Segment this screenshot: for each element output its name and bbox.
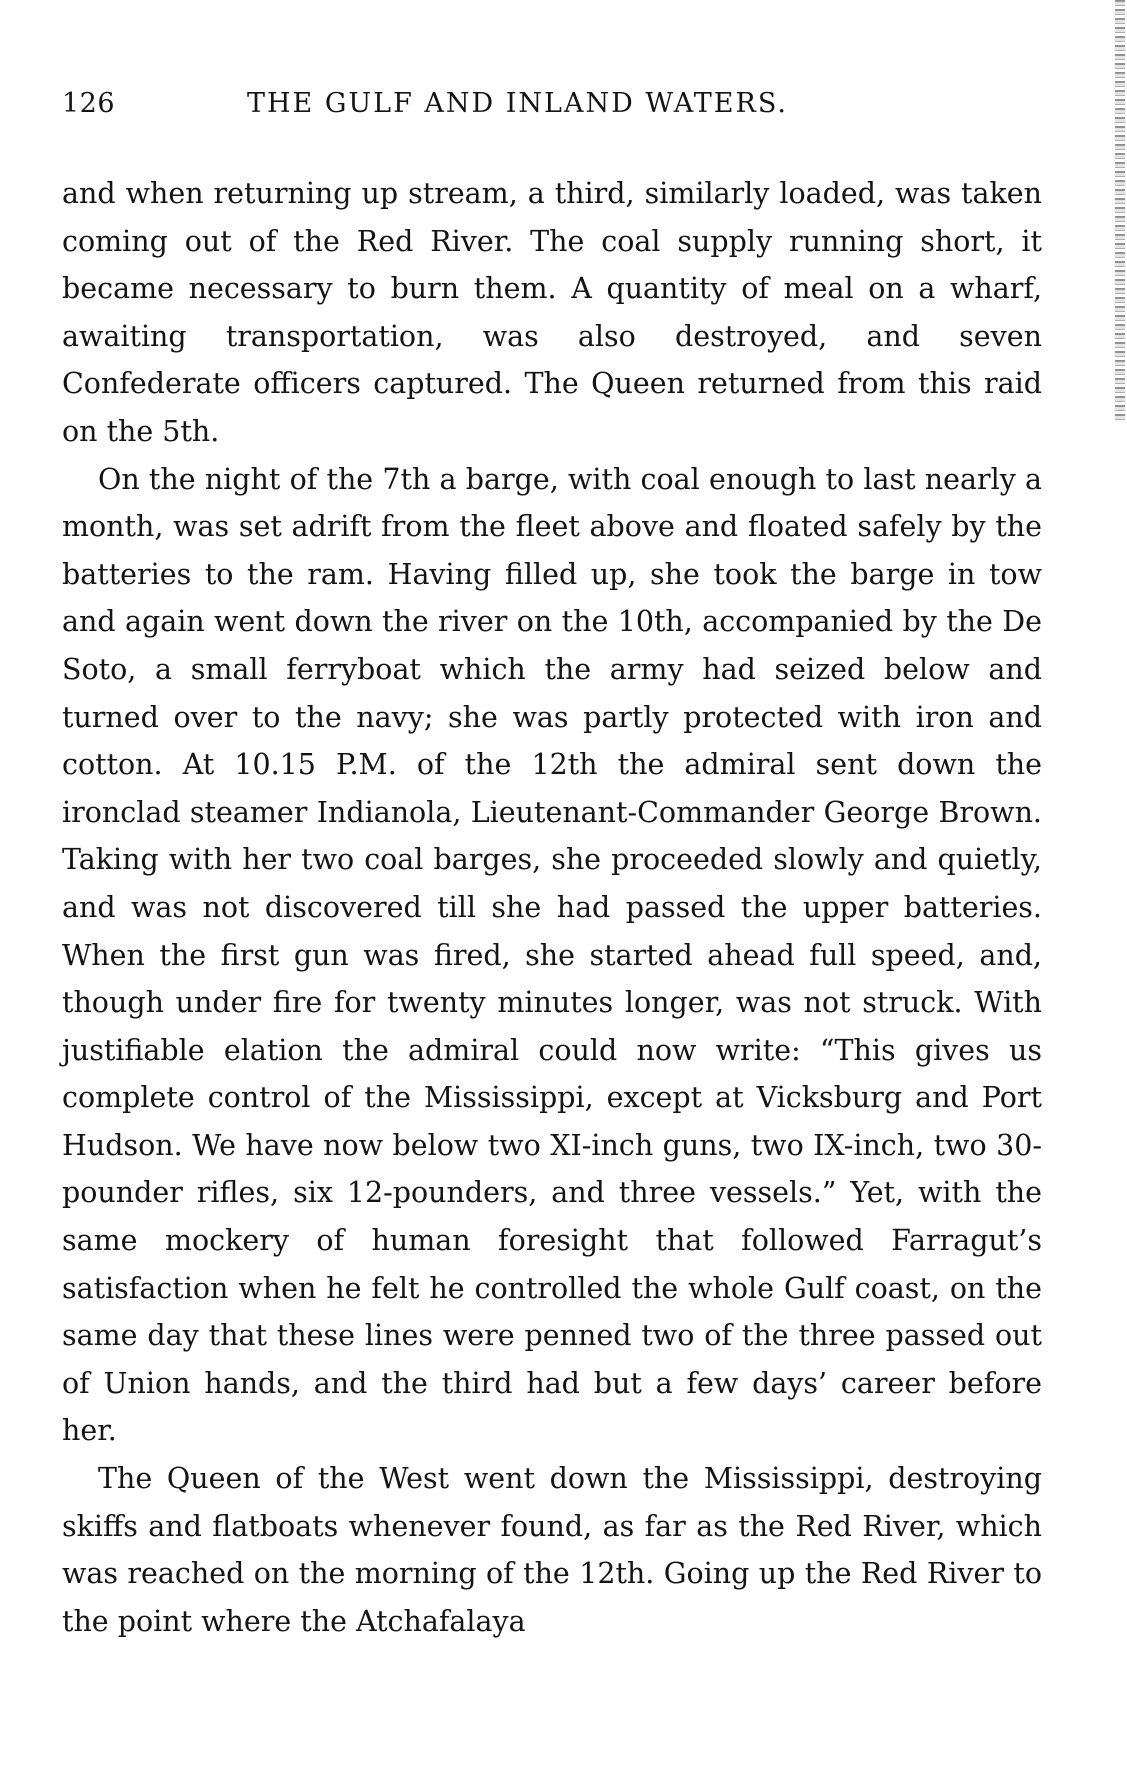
page-number: 126 bbox=[62, 88, 116, 119]
page-edge-shadow bbox=[1115, 0, 1125, 420]
paragraph-indianola: On the night of the 7th a barge, with coal enough to last nearly a month, was set adrift from the fleet above and floated safely by the batteries to the ram. Having filled up, she took the barge in tow and again went down the river on the 10th, accompanied by the De Soto, a small ferryboat which the army had seized below and turned over to the navy; she was partly protected with iron and cotton. At 10.15 P.M. of the 12th the admiral sent down the ironclad steamer Indianola, Lieutenant-Commander George Brown. Taking with her two coal barges, she proceeded slowly and quietly, and was not discovered till she had passed the upper batteries. When the first gun was fired, she started ahead full speed, and, though under fire for twenty minutes longer, was not struck. With justifiable elation the admiral could now write: “This gives us complete control of the Mississippi, except at Vicksburg and Port Hudson. We have now below two XI-inch guns, two IX-inch, two 30-pounder rifles, six 12-pounders, and three vessels.” Yet, with the same mockery of human foresight that followed Farragut’s satisfaction when he felt he controlled the whole Gulf coast, on the same day that these lines were penned two of the three passed out of Union hands, and the third had but a few days’ career before her. bbox=[62, 462, 1042, 1448]
paragraph-continued: and when returning up stream, a third, similarly loaded, was taken coming out of the Red River. The coal supply running short, it became necessary to burn them. A quantity of meal on a wharf, awaiting transportation, was also destroyed, and seven Confederate officers captured. The Queen returned from this raid on the 5th. bbox=[62, 177, 1042, 448]
body-text bbox=[62, 170, 1042, 1645]
paragraph-queen-of-the-west: The Queen of the West went down the Mississippi, destroying skiffs and flatboats whenever found, as far as the Red River, which was reached on the morning of the 12th. Going up the Red River to the point where the Atchafalaya bbox=[62, 1462, 1042, 1638]
running-title: THE GULF AND INLAND WATERS. bbox=[247, 88, 788, 119]
page-header bbox=[62, 88, 1042, 128]
